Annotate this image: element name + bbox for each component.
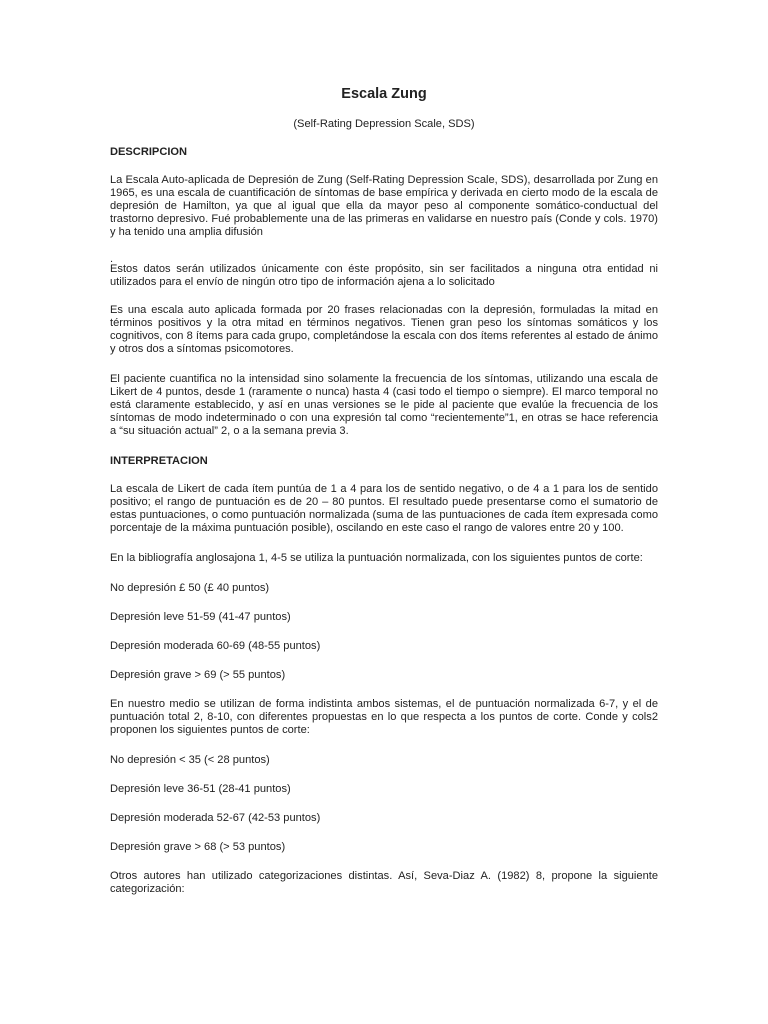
cutoff-item: Depresión grave > 68 (> 53 puntos) [110,841,286,853]
cutoff-item: Depresión moderada 52-67 (42-53 puntos) [110,812,321,824]
cutoff-item: Depresión grave > 69 (> 55 puntos) [110,669,286,681]
paragraph-data-use: Estos datos serán utilizados únicamente con éste propósito, sin ser facilitados a ninguna otra entidad ni utilizados para el envío de ningún otro tipo de información ajena a lo solicitado [110,263,658,288]
cutoff-item: No depresión £ 50 (£ 40 puntos) [110,582,270,594]
cutoff-item: Depresión leve 51-59 (41-47 puntos) [110,611,291,623]
section-heading-description: DESCRIPCION [110,146,188,158]
document-title: Escala Zung [341,86,427,102]
cutoff-item: Depresión moderada 60-69 (48-55 puntos) [110,640,321,652]
paragraph-local-systems: En nuestro medio se utilizan de forma indistinta ambos sistemas, el de puntuación normalizada 6-7, y el de puntuación total 2, 8-10, con diferentes propuestas en lo que respecta a los puntos de corte. Conde y cols2 proponen los siguientes puntos de corte: [110,698,658,736]
paragraph-dot: . [110,253,114,265]
section-heading-interpretation: INTERPRETACION [110,455,208,467]
paragraph-structure: Es una escala auto aplicada formada por 20 frases relacionadas con la depresión, formuladas la mitad en términos positivos y la otra mitad en términos negativos. Tienen gran peso los síntomas somáticos y los cognitivos, con 8 ítems para cada grupo, completándose la escala con dos ítems referentes al estado de ánimo y otros dos a síntomas psicomotores. [110,304,658,355]
cutoff-item: No depresión < 35 (< 28 puntos) [110,754,270,766]
cutoff-list-conde [110,754,658,854]
paragraph-scoring: La escala de Likert de cada ítem puntúa de 1 a 4 para los de sentido negativo, o de 4 a 1 para los de sentido positivo; el rango de puntuación es de 20 – 80 puntos. El resultado puede presentarse como el sumatorio de estas puntuaciones, o como puntuación normalizada (suma de las puntuaciones de cada ítem expresada como porcentaje de la máxima puntuación posible), oscilando en este caso el rango de valores entre 20 y 100. [110,483,658,534]
paragraph-anglo-cutoffs: En la bibliografía anglosajona 1, 4-5 se utiliza la puntuación normalizada, con los siguientes puntos de corte: [110,552,643,564]
paragraph-description: La Escala Auto-aplicada de Depresión de Zung (Self-Rating Depression Scale, SDS), desarrollada por Zung en 1965, es una escala de cuantificación de síntomas de base empírica y derivada en cierto modo de la escala de depresión de Hamilton, ya que al igual que ella da mayor peso al componente somático-conductual del trastorno depresivo. Fué probablemente una de las primeras en validarse en nuestro país (Conde y cols. 1970) y ha tenido una amplia difusión [110,174,658,238]
paragraph-other-authors: Otros autores han utilizado categorizaciones distintas. Así, Seva-Diaz A. (1982) 8, propone la siguiente categorización: [110,870,658,895]
cutoff-list-normalized [110,582,658,682]
document-page [110,85,658,896]
cutoff-item: Depresión leve 36-51 (28-41 puntos) [110,783,291,795]
document-subtitle: (Self-Rating Depression Scale, SDS) [293,118,475,130]
paragraph-likert: El paciente cuantifica no la intensidad sino solamente la frecuencia de los síntomas, utilizando una escala de Likert de 4 puntos, desde 1 (raramente o nunca) hasta 4 (casi todo el tiempo o siempre). El marco temporal no está claramente establecido, y así en unas versiones se le pide al paciente que evalúe la frecuencia de los síntomas de modo indeterminado o con una expresión tal como “recientemente”1, en otras se hace referencia a “su situación actual” 2, o a la semana previa 3. [110,373,658,437]
